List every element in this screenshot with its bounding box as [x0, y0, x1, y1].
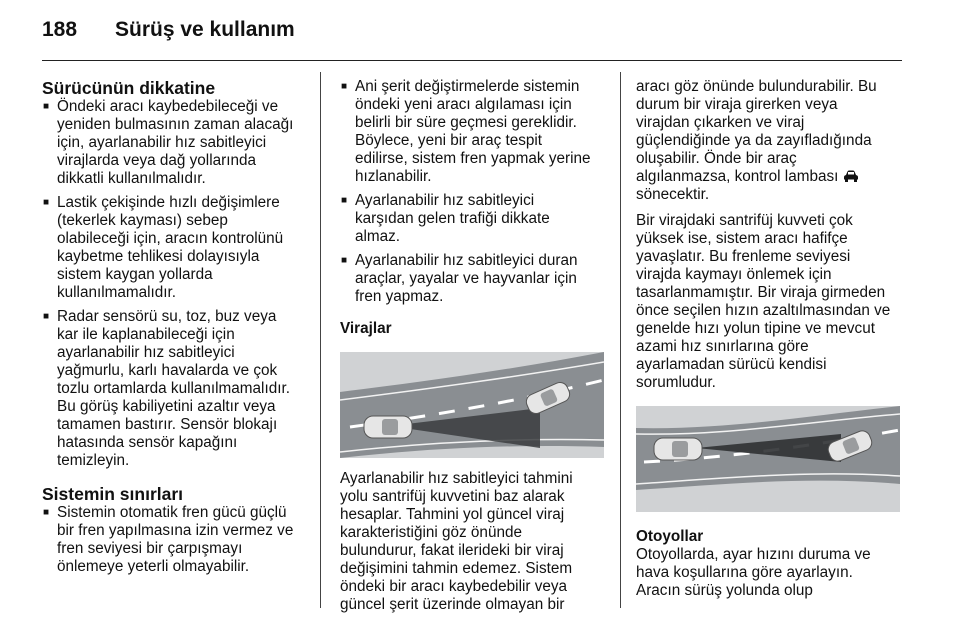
column-divider-1 — [320, 72, 321, 608]
column-2 — [340, 78, 606, 614]
system-limits-list — [42, 504, 308, 576]
subheading-motorways: Otoyollar — [636, 528, 704, 545]
centrifugal-paragraph: Bir virajdaki santrifüj kuvveti çok yüksek ise, sistem aracı hafifçe yavaşlatır. Bu frenleme seviyesi virajda kaymayı önlemek için tasarlanmamıştır. Bir viraja girmeden önce seçilen hızın azaltılmasından ve genelde hızı yolun tipine ve mevcut azami hız sınırlarına göre ayarlamadan sürücü kendisi sorumludur. — [636, 212, 891, 391]
section-heading-system-limits: Sistemin sınırları — [42, 484, 184, 504]
car-front-icon — [843, 169, 859, 181]
header-rule — [42, 60, 902, 61]
column-3 — [636, 78, 906, 600]
list-item: ■ Ayarlanabilir hız sabitleyici duran araçlar, yayalar ve hayvanlar için fren yapmaz. — [340, 252, 606, 306]
page-number: 188 — [42, 18, 78, 41]
system-limits-list-continued — [340, 78, 606, 306]
subheading-curves: Virajlar — [340, 320, 392, 337]
column-1 — [42, 78, 308, 576]
section-heading-driver-attention: Sürücünün dikkatine — [42, 78, 216, 98]
column-divider-2 — [620, 72, 621, 608]
ego-car-icon — [364, 416, 412, 438]
chapter-title: Sürüş ve kullanım — [115, 18, 295, 41]
curve-exit-svg — [636, 406, 900, 512]
list-item: ■ Sistemin otomatik fren gücü güçlü bir fren yapılmasına izin vermez ve fren seviyesi bir çarpışmayı önlemeye yeterli olmayabilir. — [42, 504, 308, 576]
curve-illustration — [340, 352, 604, 458]
list-item: ■ Radar sensörü su, toz, buz veya kar ile kaplanabileceği için ayarlanabilir hız sabitleyici yağmurlu, karlı havalarda ve çok tozlu ortamlarda kullanılmamalıdır. Bu görüş kabiliyetini azaltır veya tamamen bastırır. Sensör blokajı hatasında sensör kapağını temizleyin. — [42, 308, 308, 470]
curve-road-svg — [340, 352, 604, 458]
curves-paragraph-continued: aracı göz önünde bulundurabilir. Bu durum bir viraja girerken veya virajdan çıkarken ve viraj güçlendiğinde ya da zayıfladığında oluşabilir. Önde bir araç algılanmazsa, kontrol lambası sönecektir. — [636, 78, 877, 203]
list-item: ■ Öndeki aracı kaybedebileceği ve yeniden bulmasının zaman alacağı için, ayarlanabilir hız sabitleyici virajlarda veya dağ yollarında dikkatli kullanılmalıdır. — [42, 98, 308, 188]
driver-attention-list — [42, 98, 308, 470]
ego-car-icon — [654, 438, 702, 460]
list-item: ■ Ani şerit değiştirmelerde sistemin öndeki yeni aracı algılaması için belirli bir süre geçmesi gereklidir. Böylece, yeni bir araç tespit edilirse, sistem fren yapmak yerine hızlanabilir. — [340, 78, 606, 186]
curves-paragraph: Ayarlanabilir hız sabitleyici tahmini yolu santrifüj kuvvetini baz alarak hesaplar. Tahmini yol güncel viraj karakteristiğini göz önünde bulundurur, fakat ilerideki bir viraj değişimini tahmin edemez. Sistem öndeki bir aracı kaybedebilir veya güncel şerit üzerinde olmayan bir — [340, 470, 573, 613]
curve-exit-illustration — [636, 406, 900, 512]
list-item: ■ Lastik çekişinde hızlı değişimlere (tekerlek kayması) sebep olabileceği için, aracın kontrolünü kaybetme tehlikesi dolayısıyla sistem kaygan yollarda kullanılmamalıdır. — [42, 194, 308, 302]
list-item: ■ Ayarlanabilir hız sabitleyici karşıdan gelen trafiği dikkate almaz. — [340, 192, 606, 246]
motorways-paragraph: Otoyollarda, ayar hızını duruma ve hava koşullarına göre ayarlayın. Aracın sürüş yolunda olup — [636, 546, 871, 599]
